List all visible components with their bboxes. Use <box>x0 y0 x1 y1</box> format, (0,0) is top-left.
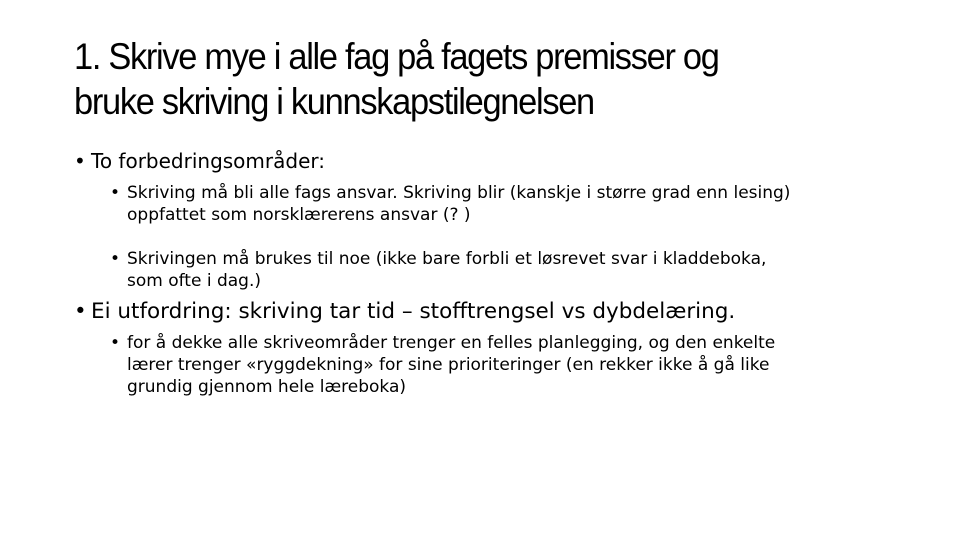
sub-bullet-line: som ofte i dag.) <box>127 271 261 291</box>
bullet-text: Ei utfordring: skriving tar tid – stofftrengsel vs dybdelæring. <box>91 299 736 324</box>
sub-bullet-line: lærer trenger «ryggdekning» for sine prioriteringer (en rekker ikke å gå like <box>127 355 770 375</box>
bullet-utfordring <box>74 298 894 326</box>
slide-title-line-1: 1. Skrive mye i alle fag på fagets premisser og <box>74 36 719 77</box>
sub-bullet-line: Skrivingen må brukes til noe (ikke bare forbli et løsrevet svar i kladdeboka, <box>127 249 767 269</box>
slide-title <box>74 34 874 124</box>
bullet-dot-icon: • <box>110 333 121 353</box>
bullet-dot-icon: • <box>74 299 87 324</box>
bullet-dot-icon: • <box>110 249 121 269</box>
bullet-text: To forbedringsområder: <box>91 149 325 173</box>
bullet-forbedringsomrader <box>74 148 894 174</box>
sub-bullet-felles-planlegging <box>110 332 894 398</box>
sub-bullet-line: for å dekke alle skriveområder trenger en felles planlegging, og den enkelte <box>127 333 776 353</box>
sub-bullet-fags-ansvar <box>110 182 894 226</box>
sub-bullet-line: grundig gjennom hele læreboka) <box>127 377 407 397</box>
bullet-dot-icon: • <box>110 183 121 203</box>
spacer <box>74 226 894 248</box>
sub-bullet-line: oppfattet som norsklærerens ansvar (? ) <box>127 205 471 225</box>
slide-title-line-2: bruke skriving i kunnskapstilegnelsen <box>74 81 594 122</box>
sub-bullet-brukes-til-noe <box>110 248 894 292</box>
sub-bullet-line: Skriving må bli alle fags ansvar. Skriving blir (kanskje i større grad enn lesing) <box>127 183 791 203</box>
bullet-dot-icon: • <box>74 149 86 173</box>
slide-content <box>74 148 894 398</box>
